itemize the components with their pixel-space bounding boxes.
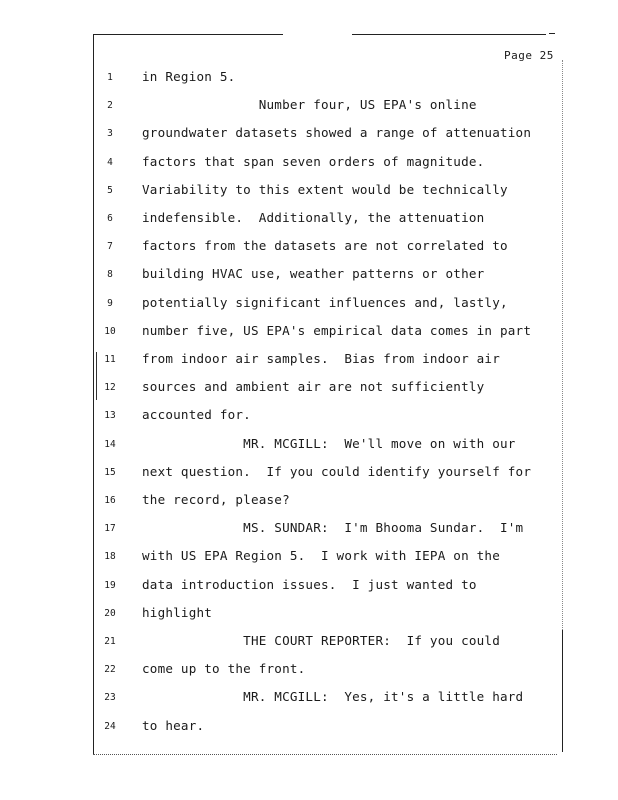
transcript-line [0,378,618,398]
line-number: 21 [104,636,116,647]
line-number: 16 [104,495,116,506]
line-number: 7 [107,241,113,253]
transcript-line [0,491,618,511]
line-text: MR. MCGILL: We'll move on with our [142,435,516,451]
line-text: the record, please? [142,492,290,507]
line-text: from indoor air samples. Bias from indoor air [142,351,500,366]
transcript-line [0,604,618,624]
transcript-line [0,632,618,652]
line-text: Number four, US EPA's online [142,97,477,113]
transcript-line [0,124,618,144]
line-number: 18 [104,551,116,563]
line-number: 22 [104,664,116,676]
line-number: 19 [104,579,116,591]
line-text: MS. SUNDAR: I'm Bhooma Sundar. I'm [142,520,524,536]
corner-tick [549,33,555,34]
line-number: 11 [104,354,116,365]
transcript-line [0,406,618,426]
transcript-line [0,660,618,680]
transcript-line [0,209,618,229]
line-text: with US EPA Region 5. I work with IEPA on the [142,548,500,564]
transcript-line [0,294,618,314]
transcript-line [0,519,618,539]
line-text: indefensible. Additionally, the attenuation [142,210,485,225]
page-number: Page 25 [504,49,554,62]
transcript-line [0,265,618,285]
transcript-line [0,350,618,370]
transcript-line [0,237,618,257]
line-number: 2 [107,100,113,112]
line-text: data introduction issues. I just wanted to [142,576,477,592]
line-number: 24 [104,720,116,732]
line-text: building HVAC use, weather patterns or other [142,266,485,282]
line-text: potentially significant influences and, lastly, [142,294,508,310]
transcript-line [0,181,618,201]
line-text: MR. MCGILL: Yes, it's a little hard [142,689,524,705]
line-number: 13 [104,410,116,422]
transcript-line [0,463,618,483]
line-number: 23 [104,692,116,704]
transcript-line [0,688,618,708]
transcript-line [0,576,618,596]
transcript-line [0,322,618,342]
line-number: 4 [107,156,113,168]
line-number: 14 [104,438,116,450]
line-number: 3 [107,128,113,140]
line-number: 12 [104,382,116,394]
page-border-top-left [93,34,283,35]
line-text: number five, US EPA's empirical data comes in part [142,322,532,338]
line-text: factors that span seven orders of magnitude. [142,153,485,169]
line-number: 6 [107,213,113,224]
line-text: THE COURT REPORTER: If you could [142,633,500,648]
line-text: in Region 5. [142,69,236,84]
line-text: groundwater datasets showed a range of attenuation [142,125,532,141]
line-text: Variability to this extent would be technically [142,181,508,197]
page-border-bottom [93,754,557,755]
transcript-line [0,547,618,567]
line-text: accounted for. [142,407,251,423]
line-number: 8 [107,269,113,281]
transcript-line [0,68,618,88]
line-text: come up to the front. [142,661,306,677]
line-number: 5 [107,184,113,196]
transcript-line [0,717,618,737]
line-text: highlight [142,604,213,620]
line-number: 10 [104,325,116,337]
transcript-line [0,96,618,116]
line-text: to hear. [142,717,205,733]
line-number: 20 [104,607,116,619]
line-text: sources and ambient air are not sufficiently [142,379,485,395]
line-text: factors from the datasets are not correlated to [142,238,508,254]
line-text: next question. If you could identify yourself for [142,463,532,479]
line-number: 1 [107,72,113,83]
transcript-line [0,153,618,173]
page-border-top-right [352,34,546,35]
line-number: 9 [107,297,113,309]
transcript-line [0,435,618,455]
line-number: 15 [104,466,116,478]
line-number: 17 [104,523,116,535]
